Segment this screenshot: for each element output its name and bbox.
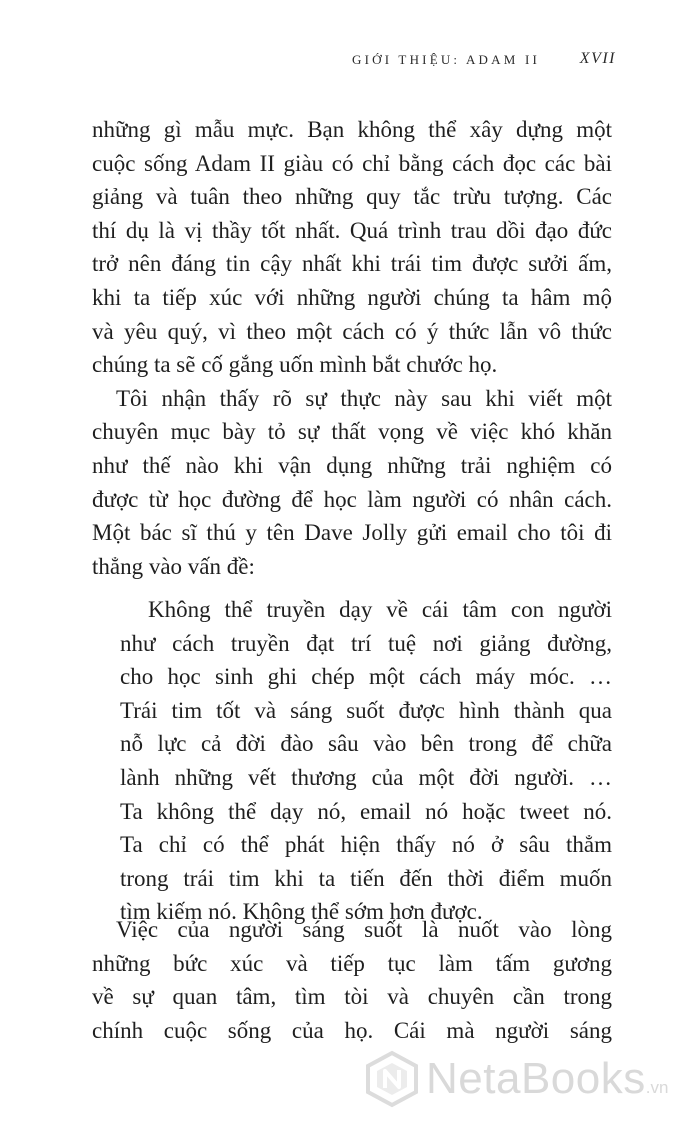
- quote-line: Không thể truyền dạy về cái tâm con người: [148, 597, 612, 622]
- text-line: Việc của người sáng suốt là nuốt vào lòng: [116, 917, 612, 942]
- text-line: chuyên mục bày tỏ sự thất vọng về việc khó khăn: [92, 419, 612, 445]
- quote-line: cho học sinh ghi chép một cách máy móc. …: [120, 664, 612, 690]
- quote-line: tìm kiếm nó. Không thể sớm hơn được.: [120, 899, 483, 925]
- text-line: những bức xúc và tiếp tục làm tấm gương: [92, 950, 612, 976]
- text-line: về sự quan tâm, tìm tòi và chuyên cần trong: [92, 984, 612, 1010]
- watermark: [364, 1050, 700, 1108]
- text-line: chúng ta sẽ cố gắng uốn mình bắt chước họ.: [92, 352, 498, 378]
- text-line: trở nên đáng tin cậy nhất khi trái tim được sưởi ấm,: [92, 251, 612, 277]
- page-number: XVII: [579, 50, 616, 67]
- quote-line: Ta không thể dạy nó, email nó hoặc tweet nó.: [120, 798, 612, 824]
- quote-line: trong trái tim khi ta tiến đến thời điểm muốn: [120, 865, 612, 891]
- watermark-suffix: .vn: [645, 1078, 669, 1097]
- block-quote: [120, 593, 612, 929]
- text-line: những gì mẫu mực. Bạn không thể xây dựng một: [92, 117, 612, 142]
- text-line: Tôi nhận thấy rõ sự thực này sau khi viết một: [116, 385, 612, 411]
- text-line: và yêu quý, vì theo một cách có ý thức lẫn vô thức: [92, 318, 612, 344]
- text-line: được từ học đường để học làm người có nhân cách.: [92, 486, 612, 512]
- quote-line: nỗ lực cả đời đào sâu vào bên trong để chữa: [120, 731, 612, 757]
- netabooks-logo-icon: [364, 1050, 420, 1108]
- continuation-paragraph: [92, 913, 612, 1047]
- paragraph-1: [92, 113, 612, 583]
- watermark-brand-text: NetaBooks: [426, 1054, 646, 1103]
- text-line: thẳng vào vấn đề:: [92, 553, 255, 579]
- text-line: khi ta tiếp xúc với những người chúng ta hâm mộ: [92, 284, 612, 310]
- quote-line: Ta chỉ có thể phát hiện thấy nó ở sâu thẳm: [120, 832, 612, 858]
- text-line: giảng và tuân theo những quy tắc trừu tượng. Các: [92, 184, 612, 210]
- text-line: thí dụ là vị thầy tốt nhất. Quá trình trau dồi đạo đức: [92, 217, 612, 243]
- text-line: Một bác sĩ thú y tên Dave Jolly gửi email cho tôi đi: [92, 520, 612, 546]
- quote-line: như cách truyền đạt trí tuệ nơi giảng đường,: [120, 630, 612, 656]
- quote-line: Trái tim tốt và sáng suốt được hình thành qua: [120, 697, 612, 723]
- text-line: cuộc sống Adam II giàu có chỉ bằng cách đọc các bài: [92, 150, 612, 176]
- quote-line: lành những vết thương của một đời người. …: [120, 764, 612, 790]
- text-line: như thế nào khi vận dụng những trải nghiệm có: [92, 452, 612, 478]
- running-head: [0, 50, 700, 74]
- chapter-title: GIỚI THIỆU: ADAM II: [351, 52, 540, 67]
- watermark-brand: [426, 1054, 668, 1104]
- text-line: chính cuộc sống của họ. Cái mà người sáng: [92, 1017, 612, 1043]
